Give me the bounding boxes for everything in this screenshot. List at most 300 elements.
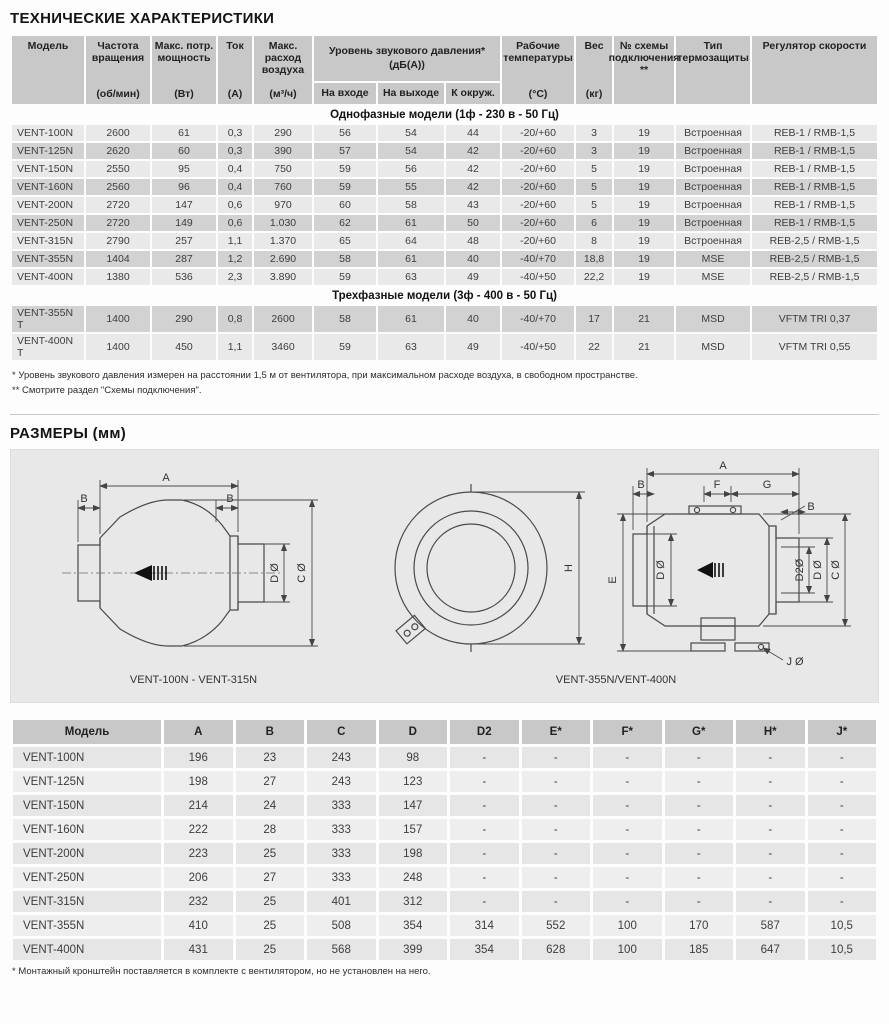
dims-col-header: F* <box>593 720 662 744</box>
spec-cell: REB-1 / RMB-1,5 <box>752 179 877 195</box>
spec-cell: 21 <box>614 306 674 332</box>
spec-cell: 58 <box>314 251 376 267</box>
terminal-box <box>701 618 735 640</box>
spec-cell: 2720 <box>86 197 150 213</box>
junction-box <box>396 616 425 644</box>
dims-cell: - <box>522 747 591 768</box>
dims-cell: 24 <box>236 795 305 816</box>
spec-cell: 64 <box>378 233 444 249</box>
spec-cell: -40/+50 <box>502 334 574 360</box>
dims-cell: - <box>593 795 662 816</box>
dims-col-header: E* <box>522 720 591 744</box>
spec-cell: 0,4 <box>218 179 252 195</box>
spec-cell: MSE <box>676 269 750 285</box>
spec-cell: 1,1 <box>218 334 252 360</box>
dims-cell: 25 <box>236 891 305 912</box>
spec-row <box>12 161 877 177</box>
model-cell: VENT-125N <box>13 771 161 792</box>
dims-cell: - <box>665 795 734 816</box>
dims-cell: - <box>808 843 877 864</box>
dims-cell: - <box>450 771 519 792</box>
svg-text:H: H <box>563 564 575 573</box>
spec-cell: REB-2,5 / RMB-1,5 <box>752 251 877 267</box>
svg-text:B: B <box>807 501 815 514</box>
spec-cell: 0,3 <box>218 143 252 159</box>
front-view <box>395 484 547 652</box>
spec-cell: -20/+60 <box>502 143 574 159</box>
diagram-inline-fan-block <box>21 450 366 686</box>
spec-cell: 58 <box>314 306 376 332</box>
spec-cell: 22,2 <box>576 269 612 285</box>
dimension-b-left <box>633 479 654 530</box>
spec-cell: 257 <box>152 233 216 249</box>
model-cell: VENT-200N <box>12 197 84 213</box>
spec-cell: 19 <box>614 251 674 267</box>
spec-cell: 2,3 <box>218 269 252 285</box>
inline-fan-diagram <box>34 450 354 678</box>
svg-text:D2Ø: D2Ø <box>794 559 806 582</box>
svg-text:A: A <box>719 460 727 473</box>
spec-cell: 5 <box>576 179 612 195</box>
dims-cell: 170 <box>665 915 734 936</box>
spec-cell: 2620 <box>86 143 150 159</box>
spec-cell: -20/+60 <box>502 215 574 231</box>
dims-cell: 100 <box>593 915 662 936</box>
spec-cell: 1,1 <box>218 233 252 249</box>
dims-cell: - <box>808 747 877 768</box>
airflow-arrow-icon <box>697 562 723 578</box>
spec-cell: 290 <box>254 125 312 141</box>
svg-text:C Ø: C Ø <box>830 560 842 581</box>
caption-inline-fan: VENT-100N - VENT-315N <box>129 674 258 687</box>
dims-cell: 27 <box>236 867 305 888</box>
dims-cell: - <box>736 747 805 768</box>
spec-cell: 2790 <box>86 233 150 249</box>
dims-cell: - <box>665 867 734 888</box>
dims-cell: 243 <box>307 771 376 792</box>
dims-row <box>13 843 876 864</box>
dims-cell: 248 <box>379 867 448 888</box>
spec-row <box>12 197 877 213</box>
spec-cell: 290 <box>152 306 216 332</box>
dimension-g <box>731 479 799 494</box>
spec-cell: MSE <box>676 251 750 267</box>
model-cell: VENT-400N <box>13 939 161 960</box>
model-cell: VENT-250N <box>13 867 161 888</box>
dims-cell: 628 <box>522 939 591 960</box>
spec-cell: 287 <box>152 251 216 267</box>
model-cell: VENT-355N T <box>12 306 84 332</box>
spec-cell: REB-2,5 / RMB-1,5 <box>752 233 877 249</box>
spec-cell: 0,6 <box>218 197 252 213</box>
spec-cell: 0,6 <box>218 215 252 231</box>
spec-cell: 390 <box>254 143 312 159</box>
spec-cell: MSD <box>676 306 750 332</box>
spec-cell: 536 <box>152 269 216 285</box>
spec-cell: REB-1 / RMB-1,5 <box>752 215 877 231</box>
dims-cell: 196 <box>164 747 233 768</box>
dims-row <box>13 795 876 816</box>
spec-cell: -20/+60 <box>502 125 574 141</box>
dims-cell: 206 <box>164 867 233 888</box>
dims-cell: - <box>736 867 805 888</box>
spec-row <box>12 143 877 159</box>
spec-cell: 3 <box>576 143 612 159</box>
footnote-noise: * Уровень звукового давления измерен на расстоянии 1,5 м от вентилятора, при максимальном расходе воздуха, в свободном пространстве. <box>12 370 638 381</box>
spec-cell: 19 <box>614 269 674 285</box>
spec-cell: 19 <box>614 215 674 231</box>
svg-text:C Ø: C Ø <box>295 563 308 584</box>
spec-cell: 5 <box>576 197 612 213</box>
dims-cell: - <box>736 795 805 816</box>
spec-cell: 19 <box>614 125 674 141</box>
dims-cell: - <box>808 795 877 816</box>
spec-cell: 2720 <box>86 215 150 231</box>
dims-col-header: J* <box>808 720 877 744</box>
col-header-scheme: № схемы подключения ** <box>614 36 674 104</box>
model-cell: VENT-160N <box>13 819 161 840</box>
dims-cell: - <box>665 891 734 912</box>
spec-cell: 19 <box>614 197 674 213</box>
dims-cell: - <box>593 819 662 840</box>
spec-row <box>12 215 877 231</box>
dims-cell: 333 <box>307 843 376 864</box>
model-cell: VENT-100N <box>12 125 84 141</box>
dims-cell: 25 <box>236 843 305 864</box>
dims-cell: 354 <box>379 915 448 936</box>
dims-cell: - <box>808 771 877 792</box>
col-header-rpm: Частота вращения (об/мин) <box>86 36 150 104</box>
dims-cell: 198 <box>164 771 233 792</box>
dims-table-body <box>13 747 876 960</box>
spec-cell: 63 <box>378 334 444 360</box>
dims-cell: - <box>808 867 877 888</box>
dims-cell: - <box>450 891 519 912</box>
col-header-noise-surround: К окруж. <box>446 83 500 104</box>
dims-cell: - <box>593 843 662 864</box>
spec-cell: 149 <box>152 215 216 231</box>
dims-cell: 25 <box>236 915 305 936</box>
spec-cell: Встроенная <box>676 143 750 159</box>
svg-text:D Ø: D Ø <box>268 563 281 584</box>
spec-cell: 147 <box>152 197 216 213</box>
section-band-label: Трехфазные модели (3ф - 400 в - 50 Гц) <box>12 287 877 304</box>
caption-large-fan: VENT-355N/VENT-400N <box>555 674 677 687</box>
foot-left <box>691 643 725 651</box>
dims-cell: 147 <box>379 795 448 816</box>
dimension-b-right <box>216 493 238 522</box>
col-header-weight: Вес (кг) <box>576 36 612 104</box>
dimension-d-left <box>633 534 677 606</box>
dimension-f <box>704 479 731 502</box>
dims-cell: 123 <box>379 771 448 792</box>
spec-cell: 62 <box>314 215 376 231</box>
diagram-large-fan-block <box>366 450 866 686</box>
spec-cell: 2600 <box>86 125 150 141</box>
dims-cell: - <box>808 819 877 840</box>
dims-cell: 23 <box>236 747 305 768</box>
spec-cell: 750 <box>254 161 312 177</box>
spec-cell: 1,2 <box>218 251 252 267</box>
dims-cell: 401 <box>307 891 376 912</box>
spec-cell: Встроенная <box>676 233 750 249</box>
dims-cell: - <box>665 747 734 768</box>
dims-cell: 185 <box>665 939 734 960</box>
dims-cell: - <box>736 819 805 840</box>
spec-cell: 19 <box>614 161 674 177</box>
model-cell: VENT-355N <box>12 251 84 267</box>
spec-cell: 1400 <box>86 306 150 332</box>
dims-cell: - <box>450 867 519 888</box>
dimension-a <box>647 460 799 534</box>
svg-text:A: A <box>161 472 170 485</box>
spec-cell: REB-2,5 / RMB-1,5 <box>752 269 877 285</box>
dims-cell: - <box>522 867 591 888</box>
spec-cell: Встроенная <box>676 215 750 231</box>
dims-cell: 100 <box>593 939 662 960</box>
spec-cell: 61 <box>378 251 444 267</box>
dims-row <box>13 939 876 960</box>
model-cell: VENT-160N <box>12 179 84 195</box>
dimension-d2 <box>781 547 815 593</box>
spec-cell: -40/+70 <box>502 306 574 332</box>
dims-row <box>13 867 876 888</box>
dims-cell: 243 <box>307 747 376 768</box>
spec-row <box>12 251 877 267</box>
spec-cell: REB-1 / RMB-1,5 <box>752 161 877 177</box>
col-header-noise: Уровень звукового давления* (дБ(А)) <box>314 36 500 81</box>
dims-cell: 587 <box>736 915 805 936</box>
dims-col-header: G* <box>665 720 734 744</box>
svg-text:B: B <box>79 493 88 506</box>
spec-cell: 2550 <box>86 161 150 177</box>
dims-cell: 314 <box>450 915 519 936</box>
spec-cell: REB-1 / RMB-1,5 <box>752 143 877 159</box>
dims-title: РАЗМЕРЫ (мм) <box>10 425 127 443</box>
spec-cell: 54 <box>378 125 444 141</box>
section-divider <box>10 414 879 415</box>
dims-cell: 568 <box>307 939 376 960</box>
spec-row <box>12 306 877 332</box>
dims-cell: 431 <box>164 939 233 960</box>
section-band-row <box>12 106 877 123</box>
dims-header-row <box>13 720 876 744</box>
dims-cell: - <box>450 795 519 816</box>
model-cell: VENT-315N <box>12 233 84 249</box>
spec-cell: 54 <box>378 143 444 159</box>
dims-col-header: H* <box>736 720 805 744</box>
spec-cell: 40 <box>446 306 500 332</box>
dims-cell: 333 <box>307 795 376 816</box>
dims-cell: 10,5 <box>808 939 877 960</box>
spec-cell: 0,4 <box>218 161 252 177</box>
spec-cell: 19 <box>614 179 674 195</box>
model-cell: VENT-355N <box>13 915 161 936</box>
dims-row <box>13 747 876 768</box>
spec-cell: -40/+50 <box>502 269 574 285</box>
specs-title: ТЕХНИЧЕСКИЕ ХАРАКТЕРИСТИКИ <box>10 10 275 27</box>
spec-cell: Встроенная <box>676 161 750 177</box>
large-fan-diagram <box>371 450 861 678</box>
spec-cell: 21 <box>614 334 674 360</box>
svg-text:B: B <box>637 479 645 492</box>
dims-cell: 27 <box>236 771 305 792</box>
spec-cell: REB-1 / RMB-1,5 <box>752 125 877 141</box>
dims-cell: 25 <box>236 939 305 960</box>
dimensions-panel <box>10 449 879 703</box>
col-header-power: Макс. потр. мощность (Вт) <box>152 36 216 104</box>
col-header-noise-inlet: На входе <box>314 83 376 104</box>
spec-cell: 3460 <box>254 334 312 360</box>
svg-text:B: B <box>225 493 234 506</box>
dims-cell: - <box>522 795 591 816</box>
dims-cell: 157 <box>379 819 448 840</box>
dims-col-header: B <box>236 720 305 744</box>
col-header-regulator: Регулятор скорости <box>752 36 877 104</box>
spec-cell: 1404 <box>86 251 150 267</box>
spec-cell: 60 <box>314 197 376 213</box>
spec-cell: 96 <box>152 179 216 195</box>
col-header-model: Модель <box>12 36 84 104</box>
model-cell: VENT-400N T <box>12 334 84 360</box>
dims-cell: 354 <box>450 939 519 960</box>
model-cell: VENT-100N <box>13 747 161 768</box>
spec-cell: 8 <box>576 233 612 249</box>
dims-col-header: D2 <box>450 720 519 744</box>
col-header-noise-outlet: На выходе <box>378 83 444 104</box>
section-band-row <box>12 287 877 304</box>
spec-cell: MSD <box>676 334 750 360</box>
spec-cell: 40 <box>446 251 500 267</box>
spec-cell: REB-1 / RMB-1,5 <box>752 197 877 213</box>
airflow-arrow-icon <box>134 565 166 581</box>
spec-cell: 57 <box>314 143 376 159</box>
col-header-current: Ток (А) <box>218 36 252 104</box>
dims-cell: 10,5 <box>808 915 877 936</box>
model-cell: VENT-315N <box>13 891 161 912</box>
spec-cell: 95 <box>152 161 216 177</box>
specs-footnotes <box>12 369 877 398</box>
dimension-b-right <box>781 501 815 520</box>
dims-cell: - <box>450 843 519 864</box>
col-header-protection: Тип термозащиты <box>676 36 750 104</box>
spec-cell: 19 <box>614 143 674 159</box>
spec-cell: Встроенная <box>676 179 750 195</box>
spec-cell: -20/+60 <box>502 161 574 177</box>
spec-cell: 0,3 <box>218 125 252 141</box>
dims-cell: - <box>522 891 591 912</box>
dims-cell: - <box>593 867 662 888</box>
spec-cell: 17 <box>576 306 612 332</box>
svg-text:D Ø: D Ø <box>812 560 824 581</box>
dims-col-header: Модель <box>13 720 161 744</box>
footnote-scheme: ** Смотрите раздел "Схемы подключения". <box>12 384 202 396</box>
dims-cell: 28 <box>236 819 305 840</box>
spec-cell: 56 <box>314 125 376 141</box>
spec-cell: 61 <box>378 215 444 231</box>
dims-cell: - <box>736 771 805 792</box>
dims-col-header: C <box>307 720 376 744</box>
spec-cell: -20/+60 <box>502 197 574 213</box>
dims-row <box>13 891 876 912</box>
spec-cell: 1400 <box>86 334 150 360</box>
dims-row <box>13 819 876 840</box>
dims-col-header: D <box>379 720 448 744</box>
dims-cell: 333 <box>307 819 376 840</box>
spec-cell: 63 <box>378 269 444 285</box>
spec-cell: VFTM TRI 0,55 <box>752 334 877 360</box>
dims-cell: - <box>736 891 805 912</box>
spec-cell: 18,8 <box>576 251 612 267</box>
spec-cell: 61 <box>378 306 444 332</box>
model-cell: VENT-250N <box>12 215 84 231</box>
spec-cell: 50 <box>446 215 500 231</box>
spec-cell: 43 <box>446 197 500 213</box>
svg-text:G: G <box>762 479 772 492</box>
spec-cell: 48 <box>446 233 500 249</box>
spec-cell: 42 <box>446 179 500 195</box>
spec-cell: 42 <box>446 143 500 159</box>
spec-cell: 65 <box>314 233 376 249</box>
dims-cell: - <box>736 843 805 864</box>
dims-cell: - <box>665 843 734 864</box>
spec-cell: 59 <box>314 269 376 285</box>
dims-table <box>10 717 879 963</box>
dims-footnote: * Монтажный кронштейн поставляется в комплекте с вентилятором, но не установлен на него. <box>12 966 431 978</box>
dims-cell: - <box>522 819 591 840</box>
spec-cell: 42 <box>446 161 500 177</box>
dims-cell: - <box>593 747 662 768</box>
dims-cell: - <box>450 819 519 840</box>
spec-cell: 49 <box>446 269 500 285</box>
dims-cell: - <box>522 843 591 864</box>
model-cell: VENT-150N <box>12 161 84 177</box>
model-cell: VENT-125N <box>12 143 84 159</box>
dims-cell: - <box>665 771 734 792</box>
spec-cell: 61 <box>152 125 216 141</box>
foot-hole <box>758 645 763 650</box>
spec-cell: 1.370 <box>254 233 312 249</box>
spec-cell: 56 <box>378 161 444 177</box>
spec-cell: 2560 <box>86 179 150 195</box>
spec-cell: -20/+60 <box>502 233 574 249</box>
dims-cell: - <box>522 771 591 792</box>
spec-cell: 450 <box>152 334 216 360</box>
dims-col-header: A <box>164 720 233 744</box>
spec-cell: -40/+70 <box>502 251 574 267</box>
spec-cell: 5 <box>576 161 612 177</box>
specs-table-body <box>12 106 877 360</box>
dims-cell: - <box>593 771 662 792</box>
dims-cell: 647 <box>736 939 805 960</box>
model-cell: VENT-400N <box>12 269 84 285</box>
dims-cell: 222 <box>164 819 233 840</box>
spec-cell: VFTM TRI 0,37 <box>752 306 877 332</box>
dims-cell: 232 <box>164 891 233 912</box>
spec-cell: 19 <box>614 233 674 249</box>
dims-cell: - <box>665 819 734 840</box>
spec-row <box>12 179 877 195</box>
dims-cell: 198 <box>379 843 448 864</box>
spec-cell: 2600 <box>254 306 312 332</box>
dims-cell: 333 <box>307 867 376 888</box>
model-cell: VENT-200N <box>13 843 161 864</box>
section-band-label: Однофазные модели (1ф - 230 в - 50 Гц) <box>12 106 877 123</box>
spec-cell: -20/+60 <box>502 179 574 195</box>
spec-cell: 1380 <box>86 269 150 285</box>
svg-text:F: F <box>713 479 721 492</box>
dimension-b-left <box>78 493 100 542</box>
